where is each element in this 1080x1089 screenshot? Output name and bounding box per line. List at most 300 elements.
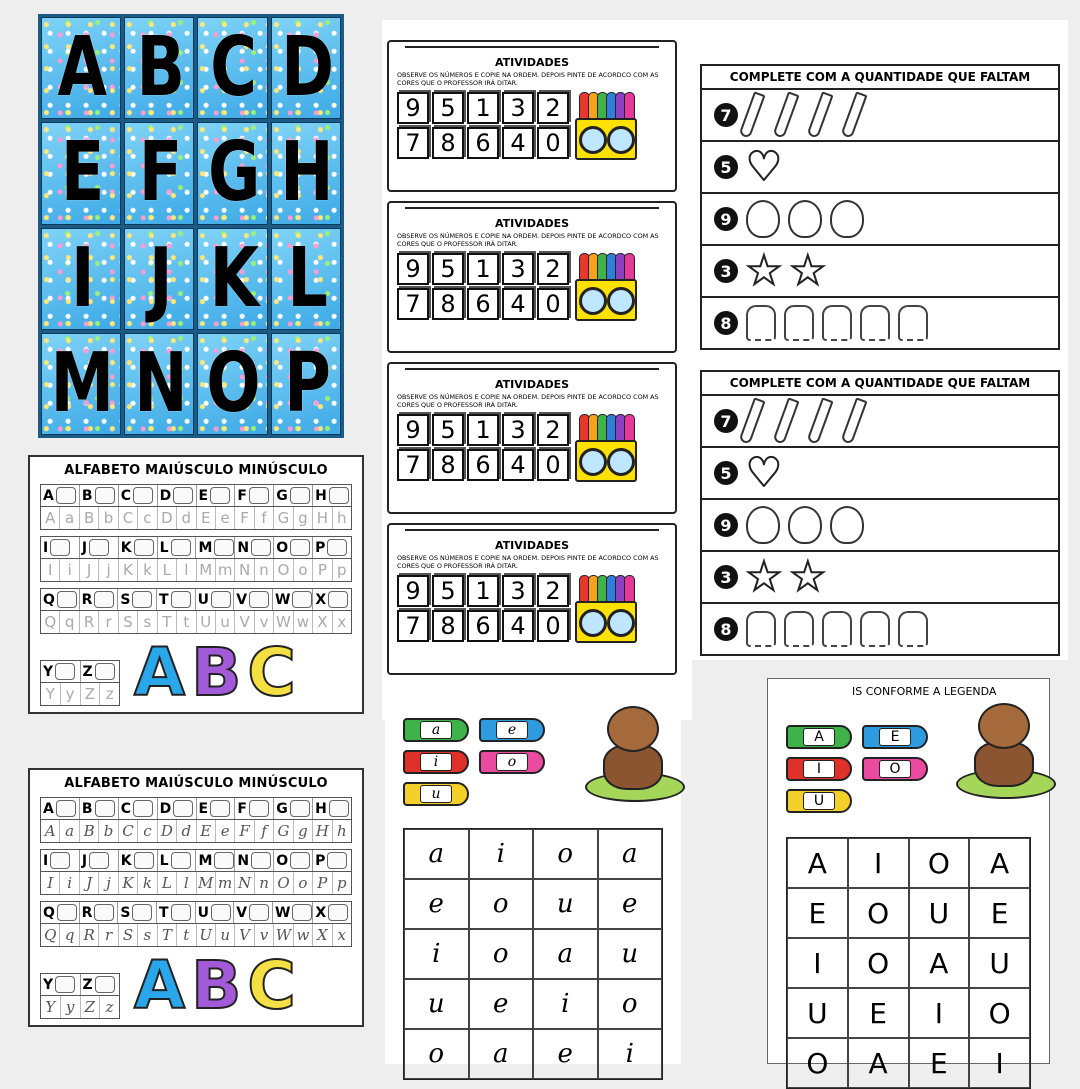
picture-icon [210, 800, 230, 817]
uppercase-letter: Z [82, 663, 93, 680]
tracing-letter: P [313, 872, 332, 894]
picture-icon [89, 539, 109, 556]
uppercase-letter: A [43, 487, 54, 504]
letter-picture-cell [274, 850, 313, 871]
tracing-letter: Y [41, 996, 61, 1018]
number-badge: 8 [714, 311, 738, 335]
alphabet-cursive-title: ALFABETO MAIÚSCULO MINÚSCULO [64, 776, 328, 791]
atividades-title: ATIVIDADES [494, 539, 570, 552]
tracing-letter: m [216, 872, 235, 894]
letter-picture-cell [196, 589, 235, 610]
number-cube: 0 [537, 449, 569, 481]
crayon-legend [403, 718, 469, 742]
tracing-letter: J [80, 872, 99, 894]
quantity-row [702, 298, 1058, 348]
vowels-script-sheet [385, 702, 681, 1069]
vowel-cell: a [469, 1029, 534, 1079]
tracing-letter: p [337, 561, 347, 579]
tracing-letter: v [255, 924, 274, 946]
uppercase-letter: V [236, 904, 248, 921]
number-cube: 2 [537, 92, 569, 124]
tracing-letter: C [119, 820, 138, 842]
decorative-border [405, 46, 659, 54]
tracing-letter: O [274, 559, 293, 581]
picture-icon [211, 904, 231, 921]
picture-icon [329, 487, 349, 504]
letter-card [197, 333, 267, 435]
letter-picture-cell [196, 537, 235, 558]
pencil-icon [738, 397, 765, 444]
letter-picture-row [40, 849, 352, 872]
tracing-letter: x [337, 926, 347, 944]
letter-picture-cell [273, 589, 313, 610]
bear-icon [593, 706, 673, 792]
number-cubes [397, 575, 569, 643]
tracing-letter: J [80, 559, 99, 581]
number-cube: 4 [502, 127, 534, 159]
glasses-icon [579, 287, 607, 315]
vowel-cell: A [969, 838, 1030, 888]
number-cube: 7 [397, 127, 429, 159]
crayon-letter: i [420, 753, 452, 771]
tooth-icon [746, 611, 776, 647]
card-letter: J [148, 230, 170, 326]
heart-icon: ♥ [746, 144, 782, 190]
number-cube: 4 [502, 610, 534, 642]
letter-card [271, 333, 341, 435]
uppercase-letter: R [81, 904, 93, 921]
yz-block [40, 660, 120, 706]
tracing-letter: a [60, 820, 79, 842]
number-cube: 5 [432, 92, 464, 124]
glasses-icon [579, 126, 607, 154]
tracing-letter: M [197, 872, 216, 894]
tracing-letter: n [255, 559, 274, 581]
uppercase-letter: T [158, 904, 169, 921]
tracing-letter: j [99, 559, 118, 581]
atividades-card [387, 201, 677, 353]
tracing-letter: S [119, 611, 138, 633]
number-block [397, 414, 667, 482]
uppercase-letter: D [159, 800, 172, 817]
picture-icon [50, 539, 70, 556]
number-cube: 2 [537, 575, 569, 607]
number-block [397, 253, 667, 321]
picture-icon [173, 487, 193, 504]
tracing-letter: H [313, 820, 332, 842]
decorative-border [405, 368, 659, 376]
letter-picture-cell [313, 537, 351, 558]
bear-icon [964, 703, 1044, 789]
crayon-letter: I [803, 760, 835, 778]
number-cube: 6 [467, 127, 499, 159]
tracing-letter: Z [81, 996, 101, 1018]
letter-card [271, 228, 341, 330]
abc-letter: C [247, 947, 296, 1024]
tooth-icon [822, 305, 852, 341]
abc-decoration [134, 947, 302, 1024]
atividades-card [387, 523, 677, 675]
uppercase-letter: L [159, 539, 169, 556]
uppercase-letter: O [276, 852, 289, 869]
star-icon: ★ [746, 554, 782, 600]
picture-icon [292, 904, 312, 921]
tracing-letter: X [313, 924, 332, 946]
tracing-letter: G [274, 820, 293, 842]
picture-icon [171, 539, 191, 556]
vowel-cell: e [404, 879, 469, 929]
tracing-letter: X [313, 611, 332, 633]
tracing-letter: E [197, 820, 216, 842]
number-cube: 0 [537, 288, 569, 320]
alphabet-cursive-sheet [28, 768, 364, 1027]
uppercase-letter: B [81, 487, 93, 504]
number-badge: 8 [714, 617, 738, 641]
tracing-letter: S [119, 924, 138, 946]
number-cube: 7 [397, 288, 429, 320]
uppercase-letter: C [120, 800, 132, 817]
letter-picture-cell [81, 974, 120, 995]
pencil-icon [772, 397, 799, 444]
tracing-letter: u [216, 924, 235, 946]
quantity-row [702, 448, 1058, 500]
egg-face-icon [746, 506, 780, 544]
vowel-cell: a [404, 829, 469, 879]
letter-card [41, 228, 121, 330]
tracing-letter: e [216, 507, 235, 529]
glasses-icon [607, 609, 635, 637]
quantity-column [688, 20, 1068, 660]
tracing-letter: W [274, 924, 293, 946]
tracing-row [40, 872, 352, 895]
letter-card [124, 228, 194, 330]
vowel-cell: o [469, 929, 534, 979]
number-cube: 5 [432, 575, 464, 607]
card-letter: A [57, 20, 104, 116]
vowel-cell: E [848, 988, 909, 1038]
egg-face-icon [830, 200, 864, 238]
letter-picture-row [40, 973, 120, 996]
tracing-letter: y [61, 996, 81, 1018]
uppercase-letter: X [315, 904, 327, 921]
atividades-instruction: OBSERVE OS NÚMEROS E COPIE NA ORDEM. DEPOIS PINTE DE ACORDCO COM AS CORES QUE O PROFESSOR IRÁ DITAR. [397, 393, 659, 410]
alphabet-print-title: ALFABETO MAIÚSCULO MINÚSCULO [64, 463, 328, 478]
picture-icon [56, 487, 76, 504]
tracing-letter: t [177, 924, 196, 946]
uppercase-letter: X [315, 591, 327, 608]
abc-letter: C [247, 634, 296, 711]
vowel-cell: O [848, 888, 909, 938]
tracing-letter: z [105, 998, 114, 1016]
tracing-letter: F [235, 507, 254, 529]
letter-picture-cell [313, 485, 351, 506]
tracing-letter: d [177, 507, 196, 529]
uppercase-letter: B [81, 800, 93, 817]
atividades-column [382, 20, 692, 720]
letter-picture-cell [119, 485, 158, 506]
tracing-letter: f [255, 820, 274, 842]
tooth-icon [860, 305, 890, 341]
picture-icon [133, 800, 153, 817]
crayon-legend [403, 750, 469, 774]
tracing-letter: K [119, 559, 138, 581]
crayon-legend [862, 725, 928, 749]
number-cubes [397, 253, 569, 321]
tracing-letter: H [313, 507, 332, 529]
card-letter: F [138, 125, 180, 221]
tracing-row [40, 559, 352, 582]
letter-card [124, 17, 194, 119]
card-letter: L [286, 230, 325, 326]
picture-icon [290, 487, 310, 504]
tracing-letter: i [60, 559, 79, 581]
atividades-card [387, 362, 677, 514]
atividades-instruction: OBSERVE OS NÚMEROS E COPIE NA ORDEM. DEPOIS PINTE DE ACORDCO COM AS CORES QUE O PROFESSOR IRÁ DITAR. [397, 554, 659, 571]
tooth-icon [784, 611, 814, 647]
picture-icon [327, 539, 347, 556]
picture-icon [171, 591, 191, 608]
number-cubes [397, 92, 569, 160]
crayon-legend [403, 782, 469, 806]
vowel-cell: A [787, 838, 848, 888]
decorative-border [405, 207, 659, 215]
picture-icon [95, 487, 115, 504]
tracing-letter: U [197, 924, 216, 946]
glasses-icon [579, 609, 607, 637]
letter-picture-cell [80, 485, 119, 506]
number-cube: 6 [467, 610, 499, 642]
uppercase-letter: A [43, 800, 54, 817]
number-block [397, 92, 667, 160]
picture-icon [56, 800, 76, 817]
tracing-letter: U [197, 611, 216, 633]
vowel-grid [786, 837, 1031, 1089]
tracing-letter: L [158, 872, 177, 894]
crayon-letter: o [496, 753, 528, 771]
letter-picture-cell [235, 537, 274, 558]
tracing-letter: T [158, 611, 177, 633]
uppercase-letter: W [274, 904, 291, 921]
crayon-legend [479, 718, 545, 742]
uppercase-letter: F [237, 487, 247, 504]
number-cube: 1 [467, 253, 499, 285]
letter-picture-cell [235, 798, 274, 819]
letter-picture-cell [197, 485, 236, 506]
crayon-letter: u [420, 785, 452, 803]
vowel-cell: u [533, 879, 598, 929]
number-cube: 5 [432, 253, 464, 285]
crayon-letter: A [803, 728, 835, 746]
tracing-letter: N [235, 559, 254, 581]
uppercase-letter: K [120, 539, 132, 556]
picture-icon [89, 852, 109, 869]
uppercase-letter: S [120, 904, 131, 921]
letter-picture-cell [80, 589, 119, 610]
number-cube: 7 [397, 610, 429, 642]
picture-icon [329, 800, 349, 817]
picture-icon [328, 904, 348, 921]
card-letter: G [207, 125, 257, 221]
number-badge: 7 [714, 409, 738, 433]
number-cube: 7 [397, 449, 429, 481]
vowel-cell: a [533, 929, 598, 979]
tracing-letter: l [177, 559, 196, 581]
uppercase-letter: H [315, 800, 327, 817]
letter-picture-cell [80, 902, 119, 923]
letter-picture-cell [80, 798, 119, 819]
letter-picture-cell [235, 850, 274, 871]
tracing-letter: o [294, 872, 313, 894]
card-letter: O [206, 335, 258, 431]
vowel-cell: O [969, 988, 1030, 1038]
card-letter: E [60, 125, 102, 221]
crayon-box-icon [575, 92, 637, 160]
tracing-letter: F [235, 820, 254, 842]
quantity-title: COMPLETE COM A QUANTIDADE QUE FALTAM [702, 66, 1058, 90]
letter-card [197, 122, 267, 224]
uppercase-letter: U [197, 591, 209, 608]
uppercase-letter: Z [82, 976, 93, 993]
uppercase-letter: H [315, 487, 327, 504]
letter-picture-cell [158, 850, 197, 871]
uppercase-letter: U [197, 904, 209, 921]
number-badge: 9 [714, 207, 738, 231]
tracing-letter: j [99, 872, 118, 894]
number-cube: 3 [502, 253, 534, 285]
quantity-title: COMPLETE COM A QUANTIDADE QUE FALTAM [702, 372, 1058, 396]
uppercase-letter: E [198, 800, 209, 817]
letter-picture-row [40, 536, 352, 559]
abc-letter: A [134, 634, 186, 711]
picture-icon [94, 591, 114, 608]
letter-card [124, 122, 194, 224]
tracing-letter: r [99, 924, 118, 946]
card-letter: H [280, 125, 331, 221]
crayon-legend [479, 750, 545, 774]
crayon-legend [862, 757, 928, 781]
tracing-letter: b [99, 507, 118, 529]
letter-picture-cell [80, 850, 119, 871]
letter-picture-cell [274, 537, 313, 558]
star-icon: ★ [789, 248, 826, 294]
vowel-cell: O [909, 838, 970, 888]
tracing-letter: p [336, 874, 347, 892]
picture-icon [57, 591, 77, 608]
crayon-legend [786, 725, 852, 749]
vowel-cell: A [848, 1038, 909, 1088]
picture-icon [95, 663, 115, 680]
letter-picture-cell [196, 902, 235, 923]
letter-picture-cell [157, 589, 196, 610]
vowels-print-sheet [767, 678, 1050, 1080]
number-badge: 5 [714, 155, 738, 179]
tracing-letter: i [60, 872, 79, 894]
tracing-letter: V [235, 611, 254, 633]
letter-picture-cell [273, 902, 313, 923]
number-cubes [397, 414, 569, 482]
uppercase-letter: T [158, 591, 169, 608]
uppercase-letter: C [120, 487, 132, 504]
letter-picture-cell [274, 798, 313, 819]
tracing-letter: b [99, 820, 118, 842]
legend-header: IS CONFORME A LEGENDA [852, 685, 997, 698]
letter-picture-cell [313, 902, 351, 923]
picture-icon [292, 591, 312, 608]
letter-picture-cell [119, 798, 158, 819]
vowel-cell: o [598, 979, 663, 1029]
letter-card [271, 122, 341, 224]
atividades-instruction: OBSERVE OS NÚMEROS E COPIE NA ORDEM. DEPOIS PINTE DE ACORDCO COM AS CORES QUE O PROFESSOR IRÁ DITAR. [397, 232, 659, 249]
letter-picture-cell [158, 537, 197, 558]
tracing-letter: q [60, 924, 79, 946]
quantity-row [702, 552, 1058, 604]
number-cube: 1 [467, 414, 499, 446]
vowel-cell: e [598, 879, 663, 929]
uppercase-letter: I [43, 539, 49, 556]
letter-card [41, 333, 121, 435]
number-badge: 7 [714, 103, 738, 127]
letter-picture-cell [234, 902, 273, 923]
crayon-box-icon [575, 414, 637, 482]
tracing-letter: d [177, 820, 196, 842]
letter-picture-cell [158, 798, 197, 819]
pencil-icon [806, 397, 833, 444]
abc-letter: B [191, 947, 242, 1024]
number-cube: 3 [502, 575, 534, 607]
tracing-letter: Z [81, 683, 101, 705]
quantity-row [702, 604, 1058, 654]
pencil-icon [738, 91, 765, 138]
uppercase-letter: G [276, 487, 288, 504]
card-letter: C [210, 20, 255, 116]
crayon-letter: a [420, 721, 452, 739]
picture-icon [214, 539, 234, 556]
number-cube: 9 [397, 414, 429, 446]
picture-icon [249, 487, 269, 504]
picture-icon [249, 904, 269, 921]
letter-picture-row [40, 797, 352, 820]
letter-picture-cell [41, 537, 80, 558]
picture-icon [251, 852, 271, 869]
tooth-icon [860, 611, 890, 647]
tracing-letter: L [158, 559, 177, 581]
tooth-icon [822, 611, 852, 647]
uppercase-letter: P [315, 539, 326, 556]
tracing-letter: K [119, 872, 138, 894]
tooth-icon [746, 305, 776, 341]
tracing-letter: t [177, 611, 196, 633]
letter-picture-cell [234, 589, 273, 610]
vowel-cell: I [909, 988, 970, 1038]
tracing-letter: Y [41, 683, 61, 705]
vowel-cell: U [787, 988, 848, 1038]
uppercase-letter: R [81, 591, 93, 608]
picture-icon [290, 800, 310, 817]
picture-icon [328, 591, 348, 608]
letter-card [197, 17, 267, 119]
tracing-row [40, 611, 352, 634]
vowel-cell: I [969, 1038, 1030, 1088]
atividades-card [387, 40, 677, 192]
picture-icon [50, 852, 70, 869]
number-cube: 8 [432, 127, 464, 159]
tracing-letter: c [138, 507, 157, 529]
number-cube: 8 [432, 610, 464, 642]
number-cube: 5 [432, 414, 464, 446]
atividades-instruction: OBSERVE OS NÚMEROS E COPIE NA ORDEM. DEPOIS PINTE DE ACORDCO COM AS CORES QUE O PROFESSOR IRÁ DITAR. [397, 71, 659, 88]
card-letter: D [280, 20, 331, 116]
vowel-cell: O [848, 938, 909, 988]
